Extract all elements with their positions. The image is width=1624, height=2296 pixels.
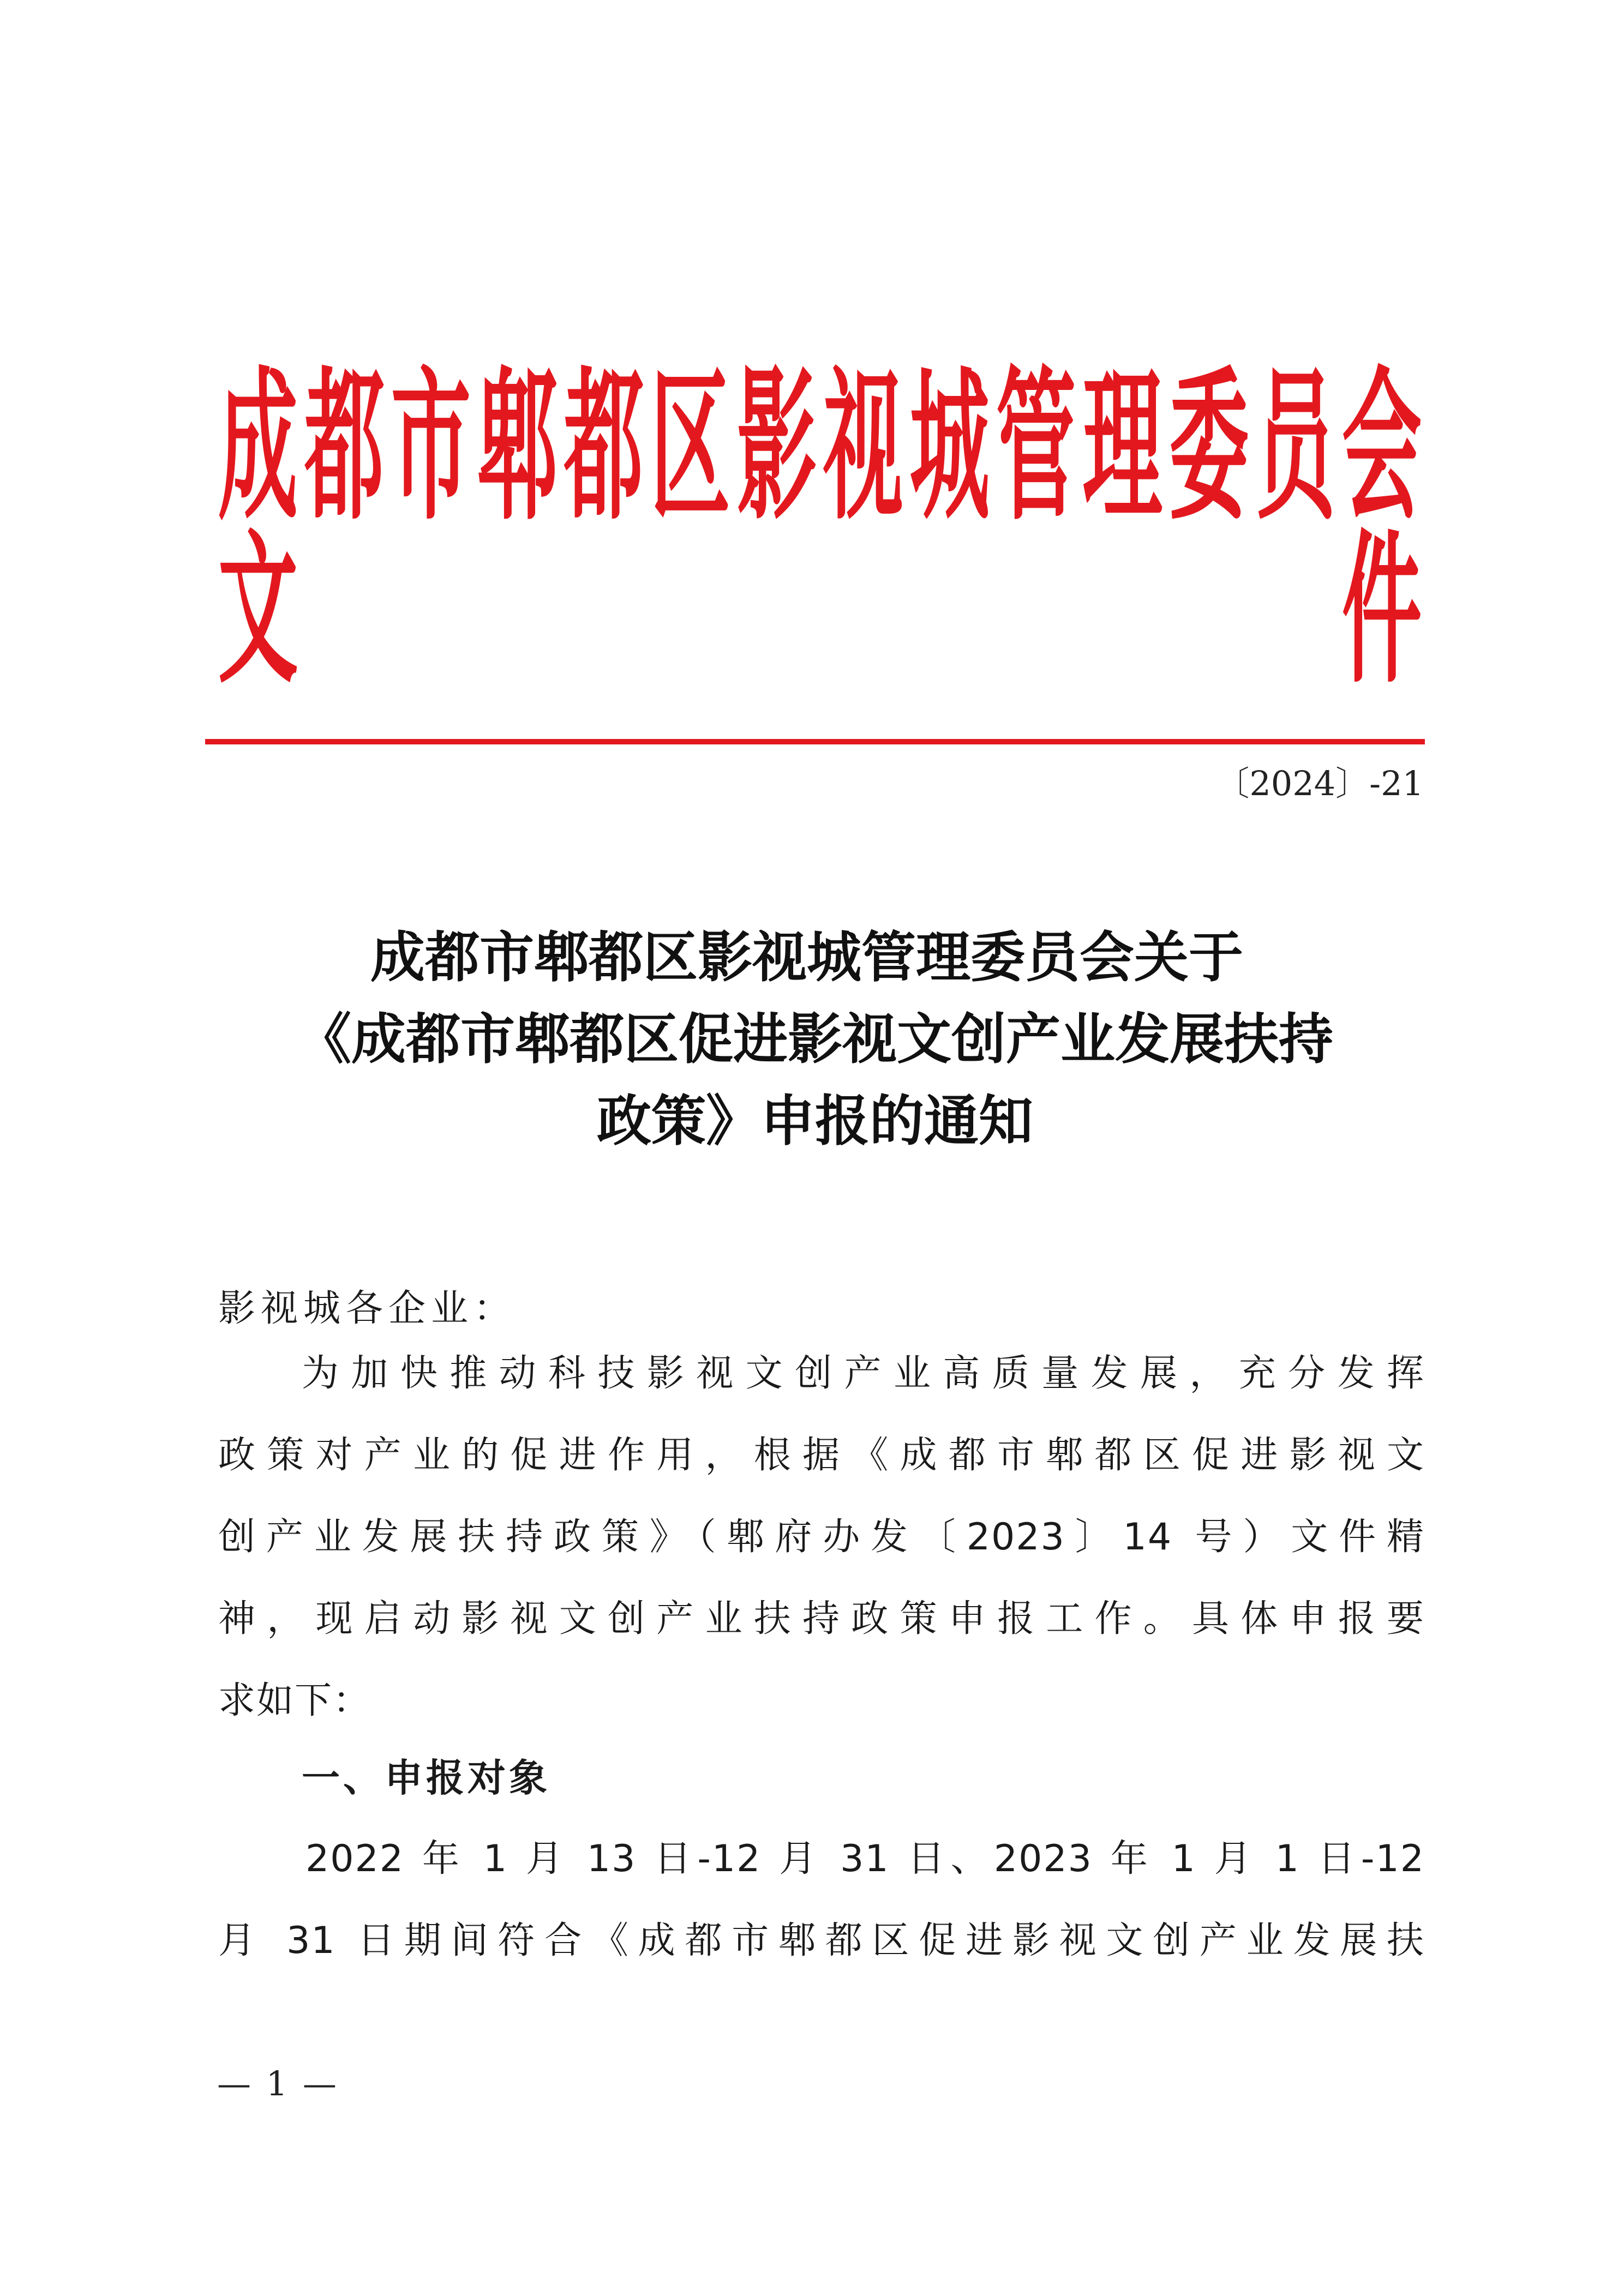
masthead bbox=[218, 351, 1424, 706]
notice-title bbox=[205, 916, 1425, 1162]
paragraph-2-line-2: 月 31 日期间符合《成都市郫都区促进影视文创产业发展扶 bbox=[218, 1919, 1425, 1962]
paragraph-1-line-4: 神，现启动影视文创产业扶持政策申报工作。具体申报要 bbox=[218, 1597, 1425, 1640]
masthead-title: 成都市郫都区影视城管理委员会文件 bbox=[218, 351, 1424, 706]
page-number: — 1 — bbox=[217, 2064, 339, 2103]
paragraph-1-line-1: 为加快推动科技影视文创产业高质量发展，充分发挥 bbox=[302, 1352, 1425, 1395]
document-number: 〔2024〕-21 bbox=[1215, 764, 1424, 803]
notice-title-line-3: 政策》申报的通知 bbox=[597, 1089, 1033, 1153]
paragraph-1-line-5: 求如下： bbox=[218, 1679, 371, 1722]
paragraph-2-line-1: 2022 年 1 月 13 日-12 月 31 日、2023 年 1 月 1 日-12 bbox=[305, 1837, 1425, 1880]
red-divider-rule bbox=[205, 739, 1425, 744]
salutation: 影视城各企业： bbox=[218, 1287, 517, 1330]
paragraph-1-line-2: 政策对产业的促进作用，根据《成都市郫都区促进影视文 bbox=[218, 1434, 1425, 1477]
notice-title-line-2: 《成都市郫都区促进影视文创产业发展扶持 bbox=[297, 1007, 1333, 1071]
notice-title-line-1: 成都市郫都区影视城管理委员会关于 bbox=[370, 925, 1243, 989]
section-heading-1: 一、申报对象 bbox=[302, 1756, 550, 1800]
paragraph-1-line-3: 创产业发展扶持政策》（郫府办发〔2023〕14 号）文件精 bbox=[218, 1516, 1425, 1559]
